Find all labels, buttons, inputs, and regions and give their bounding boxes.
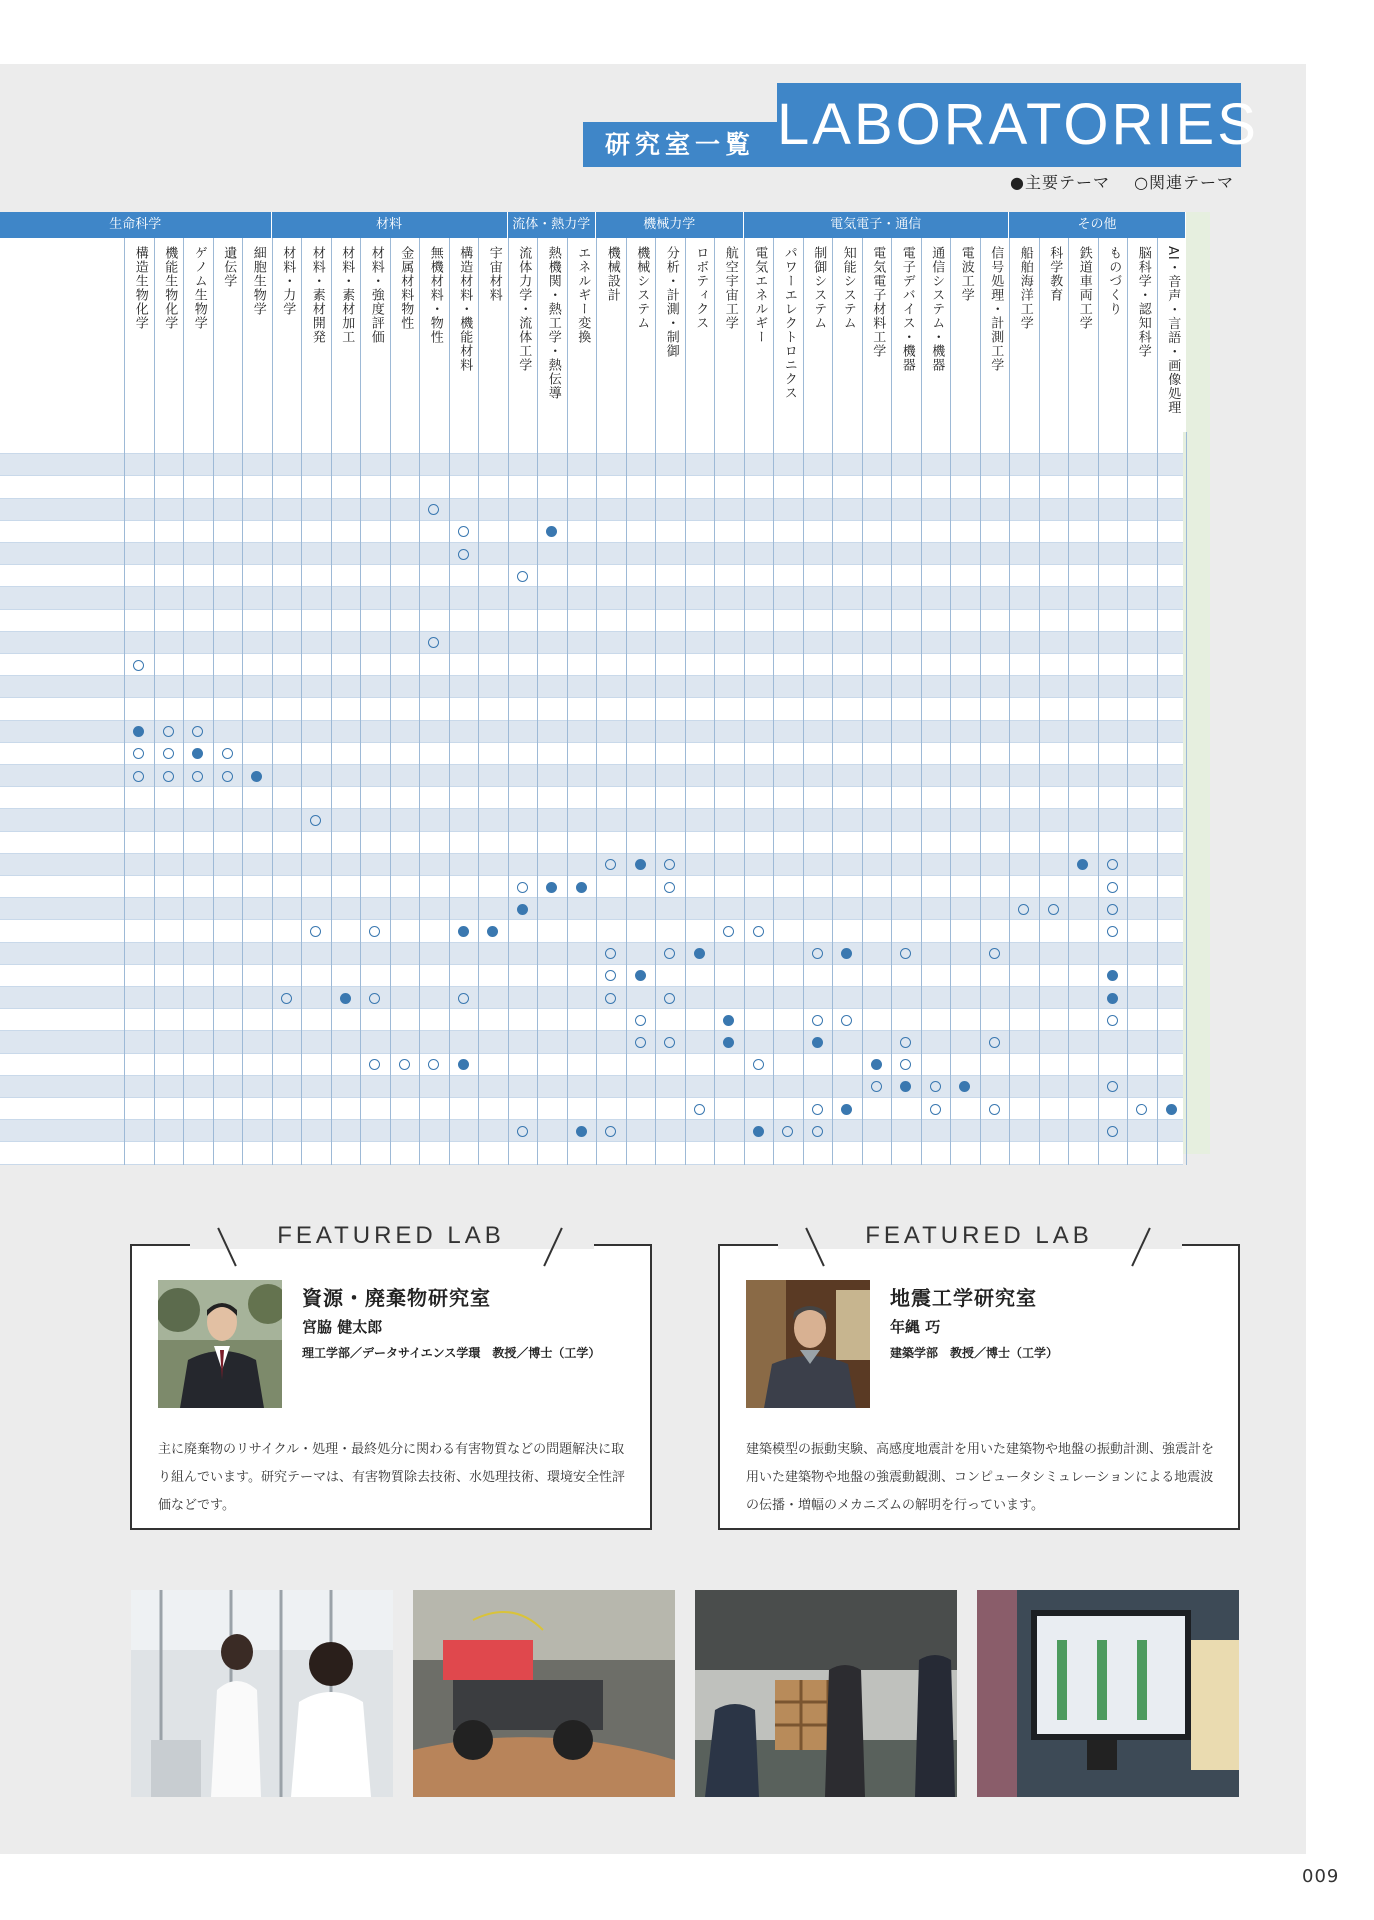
column-header: [419, 238, 449, 432]
related-theme-mark: [133, 660, 144, 671]
grid-line: [272, 432, 273, 1165]
column-header-label: 構造材料・機能材料: [457, 246, 473, 372]
related-theme-mark: [192, 771, 203, 782]
main-theme-mark: [251, 771, 262, 782]
table-row: [0, 1120, 1183, 1142]
related-theme-mark: [1018, 904, 1029, 915]
column-header-label: 船舶海洋工学: [1017, 246, 1033, 330]
main-theme-mark: [812, 1037, 823, 1048]
professor-name: 宮脇 健太郎: [302, 1318, 383, 1336]
table-row: [0, 654, 1183, 676]
column-header: [803, 238, 833, 432]
grid-line: [773, 432, 774, 1165]
column-header: [685, 238, 715, 432]
related-theme-mark: [163, 771, 174, 782]
title-japanese: 研究室一覧: [583, 122, 777, 167]
main-theme-mark: [576, 882, 587, 893]
table-row: [0, 787, 1183, 809]
grid-line: [891, 432, 892, 1165]
related-theme-mark: [989, 948, 1000, 959]
main-theme-mark: [841, 1104, 852, 1115]
related-theme-mark: [753, 926, 764, 937]
grid-line: [508, 432, 509, 1165]
column-header: [272, 238, 302, 432]
related-theme-mark: [1107, 1126, 1118, 1137]
column-header-label: 無機材料・物性: [427, 246, 443, 344]
column-header: [921, 238, 951, 432]
column-header: [508, 238, 538, 432]
related-theme-mark: [753, 1059, 764, 1070]
professor-name: 年縄 巧: [890, 1318, 941, 1336]
grid-line: [154, 432, 155, 1165]
related-theme-mark: [517, 882, 528, 893]
related-theme-mark: [841, 1015, 852, 1026]
table-row: [0, 610, 1183, 632]
table-row: [0, 898, 1183, 920]
column-header: [714, 238, 744, 432]
category-4: 電気電子・通信: [744, 212, 1010, 238]
column-header: [242, 238, 272, 432]
column-header: [950, 238, 980, 432]
column-header-label: 科学教育: [1047, 246, 1063, 302]
table-row: [0, 876, 1183, 898]
grid-line: [1157, 432, 1158, 1165]
column-header: [862, 238, 892, 432]
related-theme-mark: [1107, 926, 1118, 937]
grid-line: [1186, 432, 1187, 1165]
grid-line: [950, 432, 951, 1165]
column-header-label: 脳科学・認知科学: [1135, 246, 1151, 358]
table-row: [0, 432, 1183, 454]
column-header: [1098, 238, 1128, 432]
related-theme-mark: [517, 1126, 528, 1137]
category-2: 流体・熱力学: [508, 212, 597, 238]
column-header: [449, 238, 479, 432]
column-header-label: 細胞生物学: [250, 246, 266, 316]
column-header-label: 分析・計測・制御: [663, 246, 679, 358]
grid-line: [655, 432, 656, 1165]
column-header-label: 金属材料物性: [398, 246, 414, 330]
column-header: [567, 238, 597, 432]
lab-photo-railway-model: [413, 1590, 675, 1797]
category-header-row: [0, 212, 1183, 238]
main-theme-mark: [1166, 1104, 1177, 1115]
grid-line: [301, 432, 302, 1165]
table-row: [0, 1009, 1183, 1031]
related-theme-mark: [664, 882, 675, 893]
column-header-label: 材料・素材開発: [309, 246, 325, 344]
column-header-label: 遺伝学: [221, 246, 237, 288]
column-header-label: 材料・素材加工: [339, 246, 355, 344]
related-theme-mark: [635, 1015, 646, 1026]
grid-line: [744, 432, 745, 1165]
grid-line: [626, 432, 627, 1165]
related-theme-mark: [1107, 882, 1118, 893]
grid-line: [1127, 432, 1128, 1165]
column-header-label: ロボティクス: [693, 246, 709, 330]
grid-line: [803, 432, 804, 1165]
grid-line: [1098, 432, 1099, 1165]
page-number: 009: [1302, 1866, 1340, 1887]
column-header: [390, 238, 420, 432]
grid-line: [832, 432, 833, 1165]
column-header-stub: [0, 238, 124, 432]
column-header-label: ものづくり: [1106, 246, 1122, 316]
table-row: [0, 987, 1183, 1009]
related-theme-mark: [664, 993, 675, 1004]
related-theme-mark: [399, 1059, 410, 1070]
featured-lab-card-2: [718, 1222, 1240, 1530]
column-header-label: 電気エネルギー: [752, 246, 768, 344]
category-1: 材料: [272, 212, 508, 238]
table-row: [0, 565, 1183, 587]
column-header-label: 制御システム: [811, 246, 827, 330]
column-header: [154, 238, 184, 432]
grid-line: [685, 432, 686, 1165]
table-row: [0, 676, 1183, 698]
table-row: [0, 721, 1183, 743]
table-row: [0, 698, 1183, 720]
related-theme-mark: [458, 993, 469, 1004]
title-english: LABORATORIES: [777, 83, 1241, 167]
table-row: [0, 920, 1183, 942]
table-row: [0, 499, 1183, 521]
related-theme-mark: [133, 771, 144, 782]
table-row: [0, 543, 1183, 565]
main-theme-mark: [546, 882, 557, 893]
grid-line: [419, 432, 420, 1165]
table-row: [0, 743, 1183, 765]
related-theme-mark: [812, 948, 823, 959]
category-3: 機械力学: [596, 212, 744, 238]
lab-name: 地震工学研究室: [890, 1286, 1037, 1310]
featured-heading: FEATURED LAB: [865, 1222, 1093, 1249]
column-header: [891, 238, 921, 432]
column-header-label: 構造生物化学: [132, 246, 148, 330]
related-theme-mark: [694, 1104, 705, 1115]
related-theme-mark: [458, 549, 469, 560]
grid-line: [714, 432, 715, 1165]
table-row: [0, 832, 1183, 854]
related-theme-mark: [1136, 1104, 1147, 1115]
column-header: [478, 238, 508, 432]
column-header: [213, 238, 243, 432]
column-header: [1157, 238, 1187, 432]
column-header-label: エネルギー変換: [575, 246, 591, 344]
grid-line: [449, 432, 450, 1165]
column-header-label: パワーエレクトロニクス: [781, 246, 797, 400]
lab-photo-vibration-test: [695, 1590, 957, 1797]
table-row: [0, 1076, 1183, 1098]
column-header-label: 機械設計: [604, 246, 620, 302]
category-0: 生命科学: [0, 212, 272, 238]
related-theme-mark: [281, 993, 292, 1004]
professor-department: 建築学部 教授／博士（工学）: [890, 1346, 1059, 1360]
related-theme-mark: [1107, 904, 1118, 915]
main-theme-mark: [458, 1059, 469, 1070]
column-header: [596, 238, 626, 432]
grid-line: [596, 432, 597, 1165]
related-theme-mark: [1107, 1015, 1118, 1026]
column-header-label: 信号処理・計測工学: [988, 246, 1004, 372]
column-header-row: [0, 238, 1183, 432]
table-row: [0, 454, 1183, 476]
table-row: [0, 854, 1183, 876]
column-header: [626, 238, 656, 432]
grid-line: [242, 432, 243, 1165]
portrait-photo: [158, 1280, 282, 1408]
column-header: [124, 238, 154, 432]
table-row: [0, 476, 1183, 498]
column-header-label: 流体力学・流体工学: [516, 246, 532, 372]
related-theme-mark: [930, 1104, 941, 1115]
grid-line: [1068, 432, 1069, 1165]
main-theme-mark: [458, 926, 469, 937]
grid-line: [567, 432, 568, 1165]
column-header: [537, 238, 567, 432]
grid-line: [124, 432, 125, 1165]
related-theme-mark: [369, 993, 380, 1004]
main-theme-mark: [753, 1126, 764, 1137]
legend-related-theme: ○関連テーマ: [1134, 173, 1235, 192]
category-5: その他: [1009, 212, 1186, 238]
column-header-label: 電波工学: [958, 246, 974, 302]
main-theme-mark: [1107, 993, 1118, 1004]
grid-line: [213, 432, 214, 1165]
table-row: [0, 965, 1183, 987]
grid-line: [183, 432, 184, 1165]
table-row: [0, 1031, 1183, 1053]
column-header: [360, 238, 390, 432]
column-header-label: 熱機関・熱工学・熱伝導: [545, 246, 561, 400]
lab-name: 資源・廃棄物研究室: [302, 1286, 491, 1310]
grid-line: [331, 432, 332, 1165]
main-theme-mark: [694, 948, 705, 959]
column-header: [773, 238, 803, 432]
grid-line: [537, 432, 538, 1165]
column-header-label: 機能生物化学: [162, 246, 178, 330]
column-header-label: 宇宙材料: [486, 246, 502, 302]
column-header-label: AI・音声・言語・画像処理: [1165, 246, 1181, 415]
grid-line: [921, 432, 922, 1165]
column-header: [301, 238, 331, 432]
related-theme-mark: [812, 1126, 823, 1137]
column-header-label: 鉄道車両工学: [1076, 246, 1092, 330]
table-row: [0, 943, 1183, 965]
main-theme-mark: [340, 993, 351, 1004]
related-theme-mark: [163, 726, 174, 737]
related-theme-mark: [1048, 904, 1059, 915]
table-row: [0, 1098, 1183, 1120]
column-header-label: 電子デバイス・機器: [899, 246, 915, 372]
related-theme-mark: [989, 1037, 1000, 1048]
professor-department: 理工学部／データサイエンス学環 教授／博士（工学）: [302, 1346, 601, 1360]
related-theme-mark: [989, 1104, 1000, 1115]
related-theme-mark: [517, 571, 528, 582]
column-header: [744, 238, 774, 432]
table-row: [0, 521, 1183, 543]
featured-heading: FEATURED LAB: [277, 1222, 505, 1249]
table-row: [0, 809, 1183, 831]
column-header-label: 材料・強度評価: [368, 246, 384, 344]
grid-line: [390, 432, 391, 1165]
column-header-label: 知能システム: [840, 246, 856, 330]
main-theme-mark: [517, 904, 528, 915]
featured-lab-card-1: [130, 1222, 652, 1530]
column-header-label: 電気電子材料工学: [870, 246, 886, 358]
related-theme-mark: [812, 1104, 823, 1115]
main-theme-mark: [576, 1126, 587, 1137]
column-header: [1068, 238, 1098, 432]
column-header: [832, 238, 862, 432]
column-header: [1039, 238, 1069, 432]
column-header: [183, 238, 213, 432]
column-header-label: 材料・力学: [280, 246, 296, 316]
grid-line: [862, 432, 863, 1165]
table-row: [0, 587, 1183, 609]
column-header: [331, 238, 361, 432]
legend-main-theme: ●主要テーマ: [1010, 173, 1110, 192]
grid-line: [1039, 432, 1040, 1165]
lab-description: 主に廃棄物のリサイクル・処理・最終処分に関わる有害物質などの問題解決に取り組んでいます。研究テーマは、有害物質除去技術、水処理技術、環境安全性評価などです。: [158, 1442, 625, 1513]
column-header: [655, 238, 685, 432]
grid-line: [360, 432, 361, 1165]
grid-line: [980, 432, 981, 1165]
related-theme-mark: [635, 1037, 646, 1048]
lab-photo-computer-analysis: [977, 1590, 1239, 1797]
column-header-label: ゲノム生物学: [191, 246, 207, 330]
lab-photo-chemistry: [131, 1590, 393, 1797]
table-row: [0, 1054, 1183, 1076]
column-header-label: 機械システム: [634, 246, 650, 330]
column-header-label: 通信システム・機器: [929, 246, 945, 372]
table-row: [0, 632, 1183, 654]
related-theme-mark: [605, 1126, 616, 1137]
grid-line: [478, 432, 479, 1165]
grid-line: [1009, 432, 1010, 1165]
related-theme-mark: [222, 771, 233, 782]
main-theme-mark: [723, 1015, 734, 1026]
related-theme-mark: [605, 993, 616, 1004]
lab-description: 建築模型の振動実験、高感度地震計を用いた建築物や地盤の振動計測、強震計を用いた建築物や地盤の強震動観測、コンピュータシミュレーションによる地震波の伝播・増幅のメカニズムの解明を行っています。: [746, 1442, 1215, 1513]
main-theme-mark: [871, 1059, 882, 1070]
table-row: [0, 1142, 1183, 1164]
column-header-label: 航空宇宙工学: [722, 246, 738, 330]
column-header: [1009, 238, 1039, 432]
portrait-photo: [746, 1280, 870, 1408]
column-header: [980, 238, 1010, 432]
related-theme-mark: [782, 1126, 793, 1137]
legend: [1010, 170, 1234, 193]
related-theme-mark: [812, 1015, 823, 1026]
table-row: [0, 765, 1183, 787]
column-header: [1127, 238, 1157, 432]
